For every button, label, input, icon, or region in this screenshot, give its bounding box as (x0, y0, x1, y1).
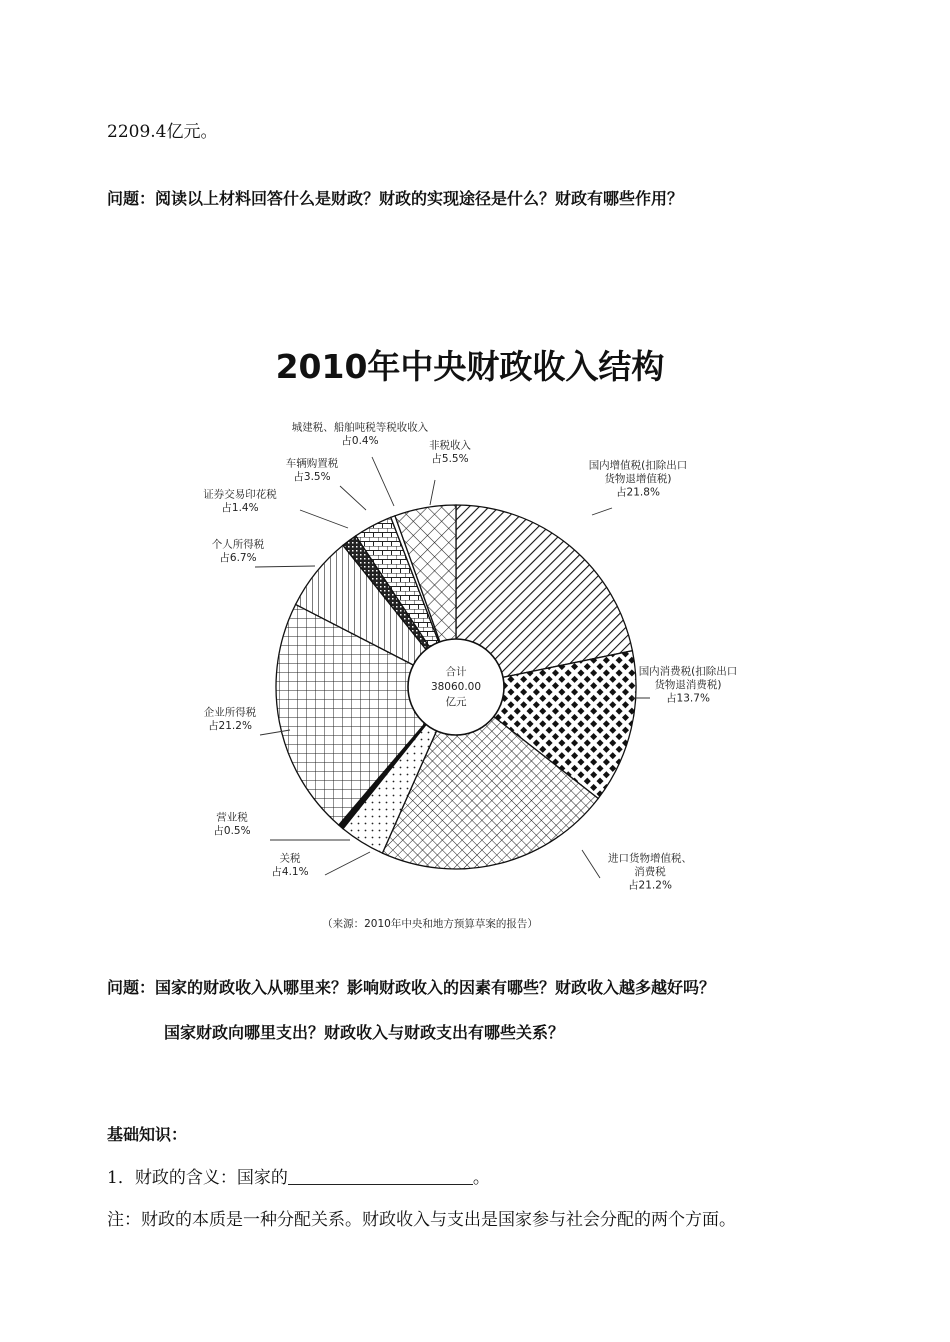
slice-label: 占0.4% (341, 434, 379, 447)
slice-label: 营业税 (216, 811, 248, 824)
top-line: 2209.4亿元。 (107, 122, 218, 142)
slice-label: 国内增值税(扣除出口 (588, 459, 688, 472)
answer-blank[interactable] (288, 1168, 473, 1185)
question-1: 问题：阅读以上材料回答什么是财政？财政的实现途径是什么？财政有哪些作用？ (107, 189, 684, 208)
slice-label: 消费税 (634, 866, 666, 878)
slice-label: 货物退消费税) (654, 679, 722, 691)
slice-label: 占5.5% (431, 452, 469, 465)
slice-label: 占21.2% (208, 719, 252, 732)
slice-label: 非税收入 (429, 439, 471, 452)
chart-title: 2010年中央财政收入结构 (275, 347, 665, 386)
leader-line (255, 566, 315, 567)
item-1 (107, 1163, 490, 1188)
slice-label: 车辆购置税 (285, 457, 339, 470)
item-1-prefix: 1．财政的含义：国家的 (107, 1168, 288, 1188)
slice-label: 货物退增值税) (604, 473, 672, 485)
slice-label: 占1.4% (221, 501, 259, 514)
pie-chart (180, 330, 760, 940)
slice-label: 占13.7% (666, 692, 710, 705)
item-1-suffix: 。 (472, 1168, 490, 1188)
center-label: 38060.00 (430, 681, 482, 693)
note: 注：财政的本质是一种分配关系。财政收入与支出是国家参与社会分配的两个方面。 (107, 1210, 736, 1230)
leader-line (372, 457, 394, 506)
center-label: 合计 (445, 666, 467, 678)
slice-label: 占21.2% (628, 879, 672, 892)
slice-label: 占0.5% (213, 824, 251, 837)
leader-line (300, 510, 348, 528)
slice-label: 个人所得税 (211, 538, 265, 551)
slice-label: 占4.1% (271, 865, 309, 878)
slice-label: 占21.8% (616, 486, 660, 499)
slice-label: 关税 (279, 852, 301, 865)
question-2-line-1: 问题：国家的财政收入从哪里来？影响财政收入的因素有哪些？财政收入越多越好吗？ (107, 978, 716, 997)
leader-line (340, 486, 366, 510)
slice-label: 城建税、船舶吨税等税收收入 (291, 421, 429, 434)
basics-heading: 基础知识： (107, 1125, 188, 1144)
chart-source: （来源：2010年中央和地方预算草案的报告） (322, 918, 538, 930)
slice-label: 企业所得税 (203, 706, 257, 719)
center-label: 亿元 (445, 696, 467, 708)
slice-label: 占3.5% (293, 470, 331, 483)
slice-label: 进口货物增值税、 (608, 852, 692, 865)
question-2-line-2: 国家财政向哪里支出？财政收入与财政支出有哪些关系？ (164, 1023, 565, 1042)
leader-line (582, 850, 600, 878)
slice-label: 国内消费税(扣除出口 (638, 665, 738, 678)
slice-label: 占6.7% (219, 551, 257, 564)
leader-line (325, 852, 370, 875)
leader-line (430, 480, 435, 505)
leader-line (592, 508, 612, 515)
slice-label: 证券交易印花税 (203, 488, 277, 501)
